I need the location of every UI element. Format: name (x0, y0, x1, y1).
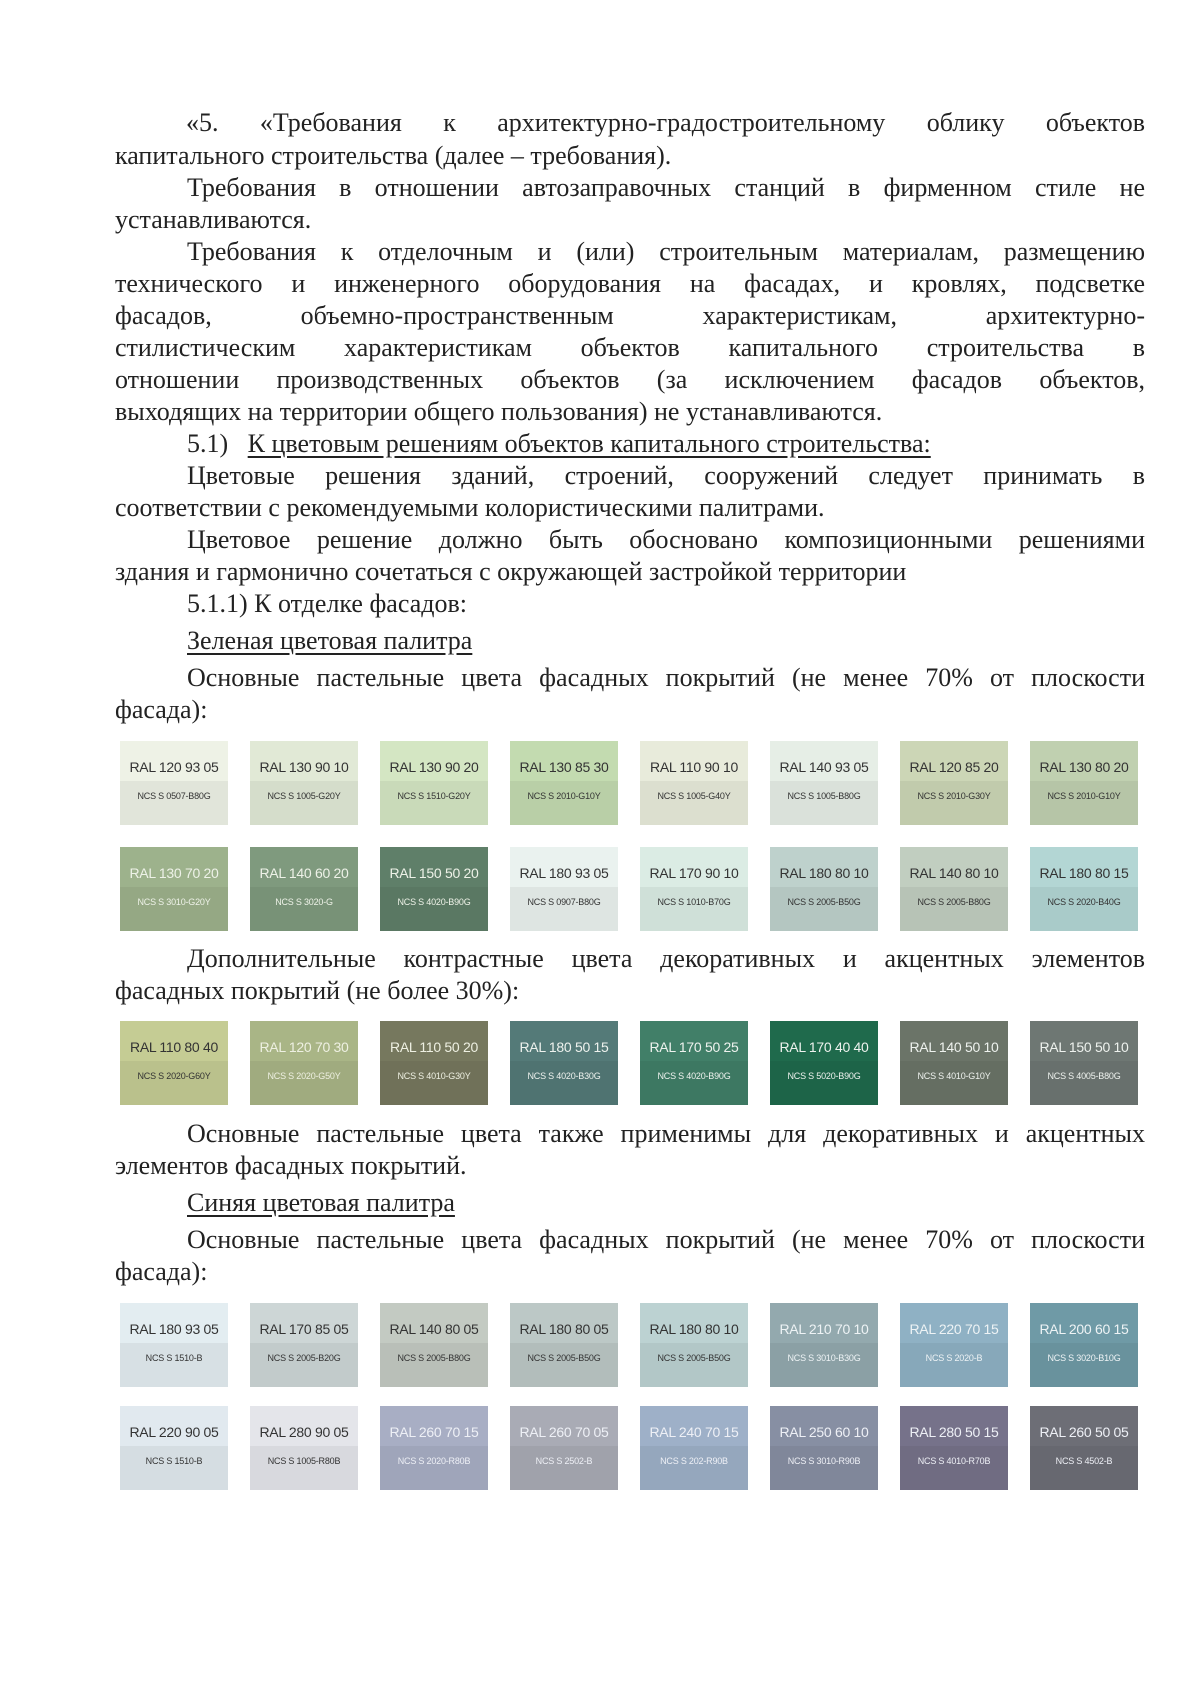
color-swatch (250, 1303, 358, 1387)
color-swatch (640, 847, 748, 931)
ral-code: RAL 170 40 40 (779, 1039, 869, 1055)
ral-code: RAL 140 93 05 (779, 759, 869, 775)
swatch-label-band (640, 1343, 748, 1387)
ral-code: RAL 260 50 05 (1039, 1424, 1129, 1440)
color-swatch (120, 1406, 228, 1490)
color-swatch (250, 1021, 358, 1105)
ncs-code: NCS S 1005-G20Y (267, 791, 341, 801)
paragraph-materials-line-6: выходящих на территории общего пользования) не устанавливаются. (115, 397, 883, 426)
color-swatch (510, 847, 618, 931)
paragraph-materials-line-4: стилистическим характеристикам объектов капитального строительства в (115, 333, 1145, 362)
ncs-code: NCS S 1010-B70G (657, 897, 731, 907)
ncs-code: NCS S 2005-B80G (917, 897, 991, 907)
ral-code: RAL 110 50 20 (390, 1039, 478, 1055)
ncs-code: NCS S 2005-B50G (527, 1353, 601, 1363)
color-swatch (1030, 847, 1138, 931)
ncs-code: NCS S 1510-B (145, 1456, 203, 1466)
ncs-code: NCS S 1005-B80G (787, 791, 861, 801)
color-swatch (640, 741, 748, 825)
ral-code: RAL 120 85 20 (909, 759, 999, 775)
note-line-2: элементов фасадных покрытий. (115, 1151, 467, 1180)
ncs-code: NCS S 2020-R80B (397, 1456, 471, 1466)
color-swatch (120, 741, 228, 825)
swatch-label-band (770, 781, 878, 825)
paragraph-justify-line-2: здания и гармонично сочетаться с окружающей застройкой территории (115, 557, 907, 586)
swatch-label-band (250, 1343, 358, 1387)
paragraph-justify-line-1: Цветовое решение должно быть обосновано композиционными решениями (187, 525, 1145, 554)
ncs-code: NCS S 2005-B50G (787, 897, 861, 907)
swatch-label-band (1030, 1446, 1138, 1490)
ral-code: RAL 110 80 40 (130, 1039, 218, 1055)
ncs-code: NCS S 0907-B80G (527, 897, 601, 907)
swatch-label-band (640, 1061, 748, 1105)
swatch-label-band (640, 887, 748, 931)
ncs-code: NCS S 2010-G10Y (1047, 791, 1121, 801)
ral-code: RAL 120 70 30 (259, 1039, 349, 1055)
color-swatch (120, 1021, 228, 1105)
ncs-code: NCS S 4502-B (1055, 1456, 1113, 1466)
color-swatch (250, 741, 358, 825)
ncs-code: NCS S 2502-B (535, 1456, 593, 1466)
ral-code: RAL 180 80 05 (519, 1321, 609, 1337)
ncs-code: NCS S 0507-B80G (137, 791, 211, 801)
ral-code: RAL 180 50 15 (519, 1039, 609, 1055)
ral-code: RAL 130 70 20 (129, 865, 219, 881)
color-swatch (900, 1021, 1008, 1105)
color-swatch (770, 741, 878, 825)
swatch-label-band (1030, 887, 1138, 931)
ral-code: RAL 180 80 10 (779, 865, 869, 881)
note-line-1: Основные пастельные цвета также применимы для декоративных и акцентных (187, 1119, 1145, 1148)
green-main-caption-line-1: Основные пастельные цвета фасадных покрытий (не менее 70% от плоскости (187, 663, 1145, 692)
paragraph-materials-line-3: фасадов, объемно-пространственным характеристикам, архитектурно- (115, 301, 1145, 330)
swatch-label-band (380, 1446, 488, 1490)
color-swatch (120, 847, 228, 931)
color-swatch (120, 1303, 228, 1387)
color-swatch (1030, 1406, 1138, 1490)
color-swatch (640, 1406, 748, 1490)
swatch-label-band (770, 887, 878, 931)
section-5-1-heading (187, 428, 1145, 460)
color-swatch (640, 1021, 748, 1105)
ral-code: RAL 150 50 10 (1039, 1039, 1129, 1055)
color-swatch (380, 847, 488, 931)
ral-code: RAL 170 90 10 (649, 865, 739, 881)
ncs-code: NCS S 4010-R70B (917, 1456, 991, 1466)
ncs-code: NCS S 4020-B30G (527, 1071, 601, 1081)
blue-main-palette-row-1 (120, 1303, 1140, 1389)
ral-code: RAL 260 70 05 (519, 1424, 609, 1440)
color-swatch (640, 1303, 748, 1387)
paragraph-materials-line-5: отношении производственных объектов (за исключением фасадов объектов, (115, 365, 1145, 394)
ncs-code: NCS S 3020-B10G (1047, 1353, 1121, 1363)
paragraph-azs-line-1: Требования в отношении автозаправочных станций в фирменном стиле не (187, 173, 1145, 202)
ncs-code: NCS S 2020-G50Y (267, 1071, 341, 1081)
ncs-code: NCS S 4020-B90G (657, 1071, 731, 1081)
color-swatch (380, 1303, 488, 1387)
paragraph-materials-line-2: технического и инженерного оборудования на фасадах, и кровлях, подсветке (115, 269, 1145, 298)
paragraph-5-line-1: «5. «Требования к архитектурно-градостроительному облику объектов (186, 108, 1145, 137)
ncs-code: NCS S 2020-G60Y (137, 1071, 211, 1081)
ncs-code: NCS S 5020-B90G (787, 1071, 861, 1081)
swatch-label-band (510, 1446, 618, 1490)
swatch-label-band (900, 1061, 1008, 1105)
swatch-label-band (1030, 781, 1138, 825)
paragraph-materials-line-1: Требования к отделочным и (или) строительным материалам, размещению (187, 237, 1145, 266)
color-swatch (380, 1406, 488, 1490)
blue-palette-title-text: Синяя цветовая палитра (187, 1188, 455, 1217)
color-swatch (770, 1021, 878, 1105)
swatch-label-band (250, 1446, 358, 1490)
ral-code: RAL 260 70 15 (389, 1424, 479, 1440)
swatch-label-band (1030, 1061, 1138, 1105)
ral-code: RAL 170 85 05 (259, 1321, 349, 1337)
green-palette-title-text: Зеленая цветовая палитра (187, 626, 473, 655)
ral-code: RAL 150 50 20 (389, 865, 479, 881)
ncs-code: NCS S 4010-G30Y (397, 1071, 471, 1081)
color-swatch (900, 847, 1008, 931)
ral-code: RAL 280 90 05 (259, 1424, 349, 1440)
color-swatch (900, 1303, 1008, 1387)
swatch-label-band (770, 1061, 878, 1105)
swatch-label-band (900, 1446, 1008, 1490)
ncs-code: NCS S 1005-G40Y (657, 791, 731, 801)
blue-main-caption-line-2: фасада): (115, 1257, 208, 1286)
swatch-label-band (120, 887, 228, 931)
color-swatch (1030, 741, 1138, 825)
ral-code: RAL 220 90 05 (129, 1424, 219, 1440)
swatch-label-band (770, 1343, 878, 1387)
ncs-code: NCS S 4005-B80G (1047, 1071, 1121, 1081)
green-additional-caption-line-1: Дополнительные контрастные цвета декоративных и акцентных элементов (187, 944, 1145, 973)
ral-code: RAL 280 50 15 (909, 1424, 999, 1440)
ncs-code: NCS S 1005-R80B (267, 1456, 341, 1466)
section-5-1-1-heading: 5.1.1) К отделке фасадов: (187, 589, 467, 618)
color-swatch (250, 1406, 358, 1490)
ral-code: RAL 130 90 10 (259, 759, 349, 775)
ncs-code: NCS S 1510-B (145, 1353, 203, 1363)
paragraph-colors-line-2: соответствии с рекомендуемыми колористическими палитрами. (115, 493, 825, 522)
green-palette-title (187, 625, 1145, 657)
ral-code: RAL 140 80 10 (909, 865, 999, 881)
green-additional-caption-line-2: фасадных покрытий (не более 30%): (115, 976, 520, 1005)
green-additional-palette-row (120, 1021, 1140, 1107)
color-swatch (900, 1406, 1008, 1490)
paragraph-5-line-2: капитального строительства (далее – требования). (115, 141, 672, 170)
swatch-label-band (380, 1343, 488, 1387)
ral-code: RAL 180 80 10 (649, 1321, 739, 1337)
ral-code: RAL 200 60 15 (1039, 1321, 1129, 1337)
ncs-code: NCS S 2010-G30Y (917, 791, 991, 801)
swatch-label-band (510, 781, 618, 825)
swatch-label-band (900, 887, 1008, 931)
color-swatch (770, 1303, 878, 1387)
ncs-code: NCS S 3010-G20Y (137, 897, 211, 907)
ncs-code: NCS S 4010-G10Y (917, 1071, 991, 1081)
ral-code: RAL 240 70 15 (649, 1424, 739, 1440)
swatch-label-band (120, 1343, 228, 1387)
color-swatch (380, 1021, 488, 1105)
swatch-label-band (1030, 1343, 1138, 1387)
ncs-code: NCS S 3010-R90B (787, 1456, 861, 1466)
swatch-label-band (380, 781, 488, 825)
color-swatch (770, 1406, 878, 1490)
ral-code: RAL 180 93 05 (519, 865, 609, 881)
swatch-label-band (510, 1061, 618, 1105)
color-swatch (510, 1406, 618, 1490)
swatch-label-band (120, 1446, 228, 1490)
swatch-label-band (250, 781, 358, 825)
swatch-label-band (900, 781, 1008, 825)
ncs-code: NCS S 2005-B20G (267, 1353, 341, 1363)
blue-main-palette-row-2 (120, 1406, 1140, 1492)
swatch-label-band (900, 1343, 1008, 1387)
color-swatch (770, 847, 878, 931)
swatch-label-band (120, 781, 228, 825)
swatch-label-band (380, 1061, 488, 1105)
ral-code: RAL 140 80 05 (389, 1321, 479, 1337)
ral-code: RAL 180 93 05 (129, 1321, 219, 1337)
color-swatch (250, 847, 358, 931)
color-swatch (510, 1021, 618, 1105)
swatch-label-band (640, 1446, 748, 1490)
ncs-code: NCS S 3010-B30G (787, 1353, 861, 1363)
ncs-code: NCS S 2005-B50G (657, 1353, 731, 1363)
green-main-caption-line-2: фасада): (115, 695, 208, 724)
ral-code: RAL 210 70 10 (779, 1321, 869, 1337)
section-5-1-title: К цветовым решениям объектов капитального строительства: (247, 429, 931, 458)
swatch-label-band (770, 1446, 878, 1490)
ral-code: RAL 120 93 05 (129, 759, 219, 775)
ral-code: RAL 250 60 10 (779, 1424, 869, 1440)
ncs-code: NCS S 2020-B (925, 1353, 983, 1363)
section-5-1-number: 5.1) (187, 429, 229, 458)
paragraph-azs-line-2: устанавливаются. (115, 205, 312, 234)
ncs-code: NCS S 202-R90B (660, 1456, 728, 1466)
ral-code: RAL 140 60 20 (259, 865, 349, 881)
swatch-label-band (380, 887, 488, 931)
blue-palette-title (187, 1187, 1145, 1219)
ncs-code: NCS S 2005-B80G (397, 1353, 471, 1363)
color-swatch (510, 741, 618, 825)
ral-code: RAL 110 90 10 (650, 759, 738, 775)
paragraph-colors-line-1: Цветовые решения зданий, строений, сооружений следует принимать в (187, 461, 1145, 490)
ral-code: RAL 170 50 25 (649, 1039, 739, 1055)
ncs-code: NCS S 2020-B40G (1047, 897, 1121, 907)
green-main-palette-row-1 (120, 741, 1140, 827)
ral-code: RAL 130 80 20 (1039, 759, 1129, 775)
ral-code: RAL 140 50 10 (909, 1039, 999, 1055)
ncs-code: NCS S 1510-G20Y (397, 791, 471, 801)
color-swatch (900, 741, 1008, 825)
ncs-code: NCS S 3020-G (275, 897, 333, 907)
blue-main-caption-line-1: Основные пастельные цвета фасадных покрытий (не менее 70% от плоскости (187, 1225, 1145, 1254)
color-swatch (380, 741, 488, 825)
color-swatch (1030, 1021, 1138, 1105)
green-main-palette-row-2 (120, 847, 1140, 933)
ncs-code: NCS S 2010-G10Y (527, 791, 601, 801)
swatch-label-band (250, 887, 358, 931)
swatch-label-band (510, 887, 618, 931)
color-swatch (510, 1303, 618, 1387)
swatch-label-band (250, 1061, 358, 1105)
ral-code: RAL 130 90 20 (389, 759, 479, 775)
ral-code: RAL 130 85 30 (519, 759, 609, 775)
ral-code: RAL 180 80 15 (1039, 865, 1129, 881)
color-swatch (1030, 1303, 1138, 1387)
swatch-label-band (120, 1061, 228, 1105)
swatch-label-band (510, 1343, 618, 1387)
ncs-code: NCS S 4020-B90G (397, 897, 471, 907)
swatch-label-band (640, 781, 748, 825)
ral-code: RAL 220 70 15 (909, 1321, 999, 1337)
